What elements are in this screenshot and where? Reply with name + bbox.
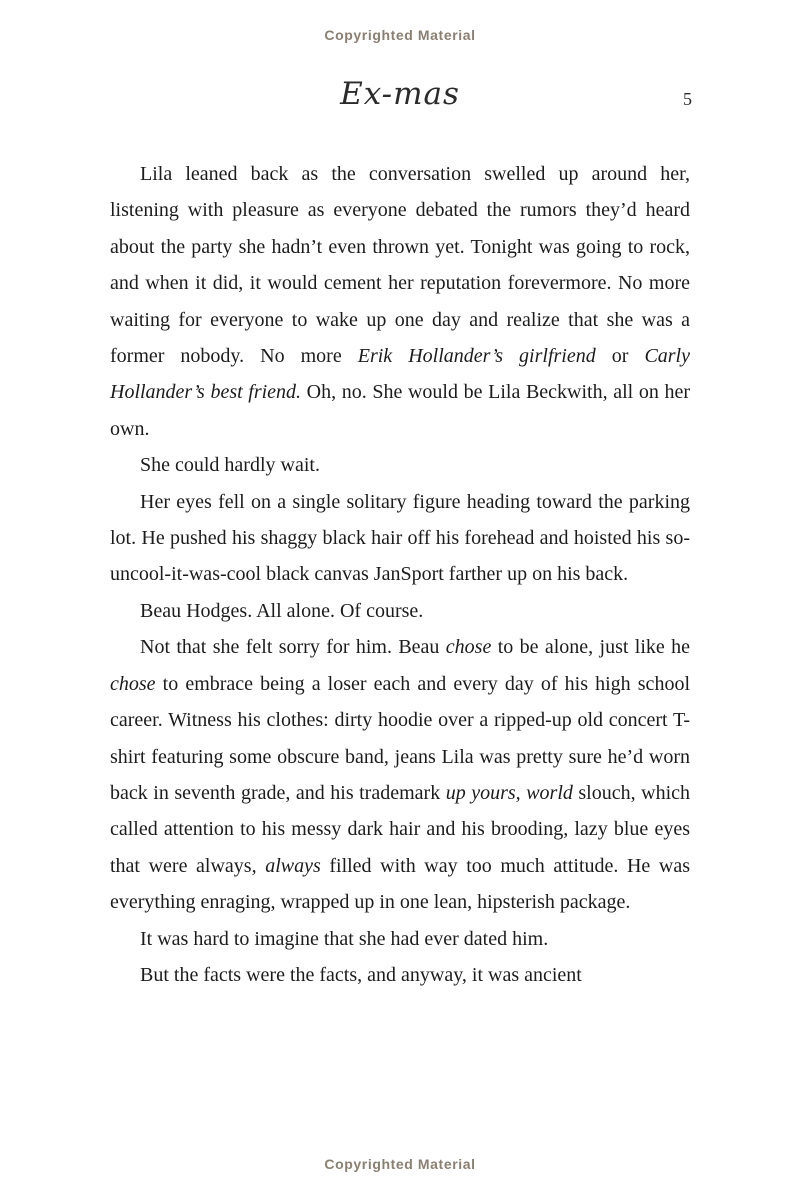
text-segment: Her eyes fell on a single solitary figure heading toward the parking lot. He pushed his shaggy black hair off his forehead and hoisted his so-uncool-it-was-cool black canvas JanSport farther up on his back. (110, 490, 690, 586)
paragraph (110, 921, 690, 957)
paragraph (110, 156, 690, 447)
italic-text-segment: Carly Hollander’s best friend. (110, 345, 690, 404)
paragraph (110, 629, 690, 920)
text-segment: Not that she felt sorry for him. Beau (140, 636, 446, 659)
page-number: 5 (683, 89, 692, 109)
page-body (110, 156, 690, 993)
text-segment: Beau Hodges. All alone. Of course. (140, 599, 424, 622)
text-segment: or (595, 345, 645, 368)
text-segment: Oh, no. She would be Lila Beckwith, all on her own. (110, 381, 690, 440)
text-segment: But the facts were the facts, and anyway, it was ancient (140, 963, 582, 986)
italic-text-segment: always (265, 854, 321, 877)
text-segment: to be alone, just like he (491, 636, 690, 659)
book-title: Ex-mas (340, 76, 460, 112)
text-segment: Lila leaned back as the conversation swelled up around her, listening with pleasure as everyone debated the rumors they’d heard about the party she hadn’t even thrown yet. Tonight was going to rock, and when it did, it would cement her reputation forevermore. No more waiting for everyone to wake up one day and realize that she was a former nobody. No more (110, 163, 690, 368)
copyright-top-notice: Copyrighted Material (324, 27, 476, 43)
text-segment: to embrace being a loser each and every day of his high school career. Witness his clothes: dirty hoodie over a ripped-up old concert T-shirt featuring some obscure band, jeans Lila was pretty sure he’d worn back in seventh grade, and his trademark (110, 672, 690, 804)
text-segment: It was hard to imagine that she had ever dated him. (140, 927, 549, 950)
text-segment: She could hardly wait. (140, 454, 320, 477)
italic-text-segment: Erik Hollander’s girlfriend (357, 345, 596, 368)
italic-text-segment: chose (445, 636, 492, 659)
paragraph (110, 484, 690, 593)
paragraph (110, 593, 690, 629)
page-header (110, 76, 690, 126)
copyright-bottom-notice: Copyrighted Material (324, 1156, 476, 1172)
paragraph (110, 957, 690, 993)
text-segment: slouch, which called attention to his messy dark hair and his brooding, lazy blue eyes that were always, (110, 781, 690, 877)
italic-text-segment: up yours, world (445, 781, 573, 804)
paragraph (110, 447, 690, 483)
italic-text-segment: chose (110, 672, 156, 695)
text-segment: filled with way too much attitude. He was everything enraging, wrapped up in one lean, hipsterish package. (110, 854, 691, 914)
